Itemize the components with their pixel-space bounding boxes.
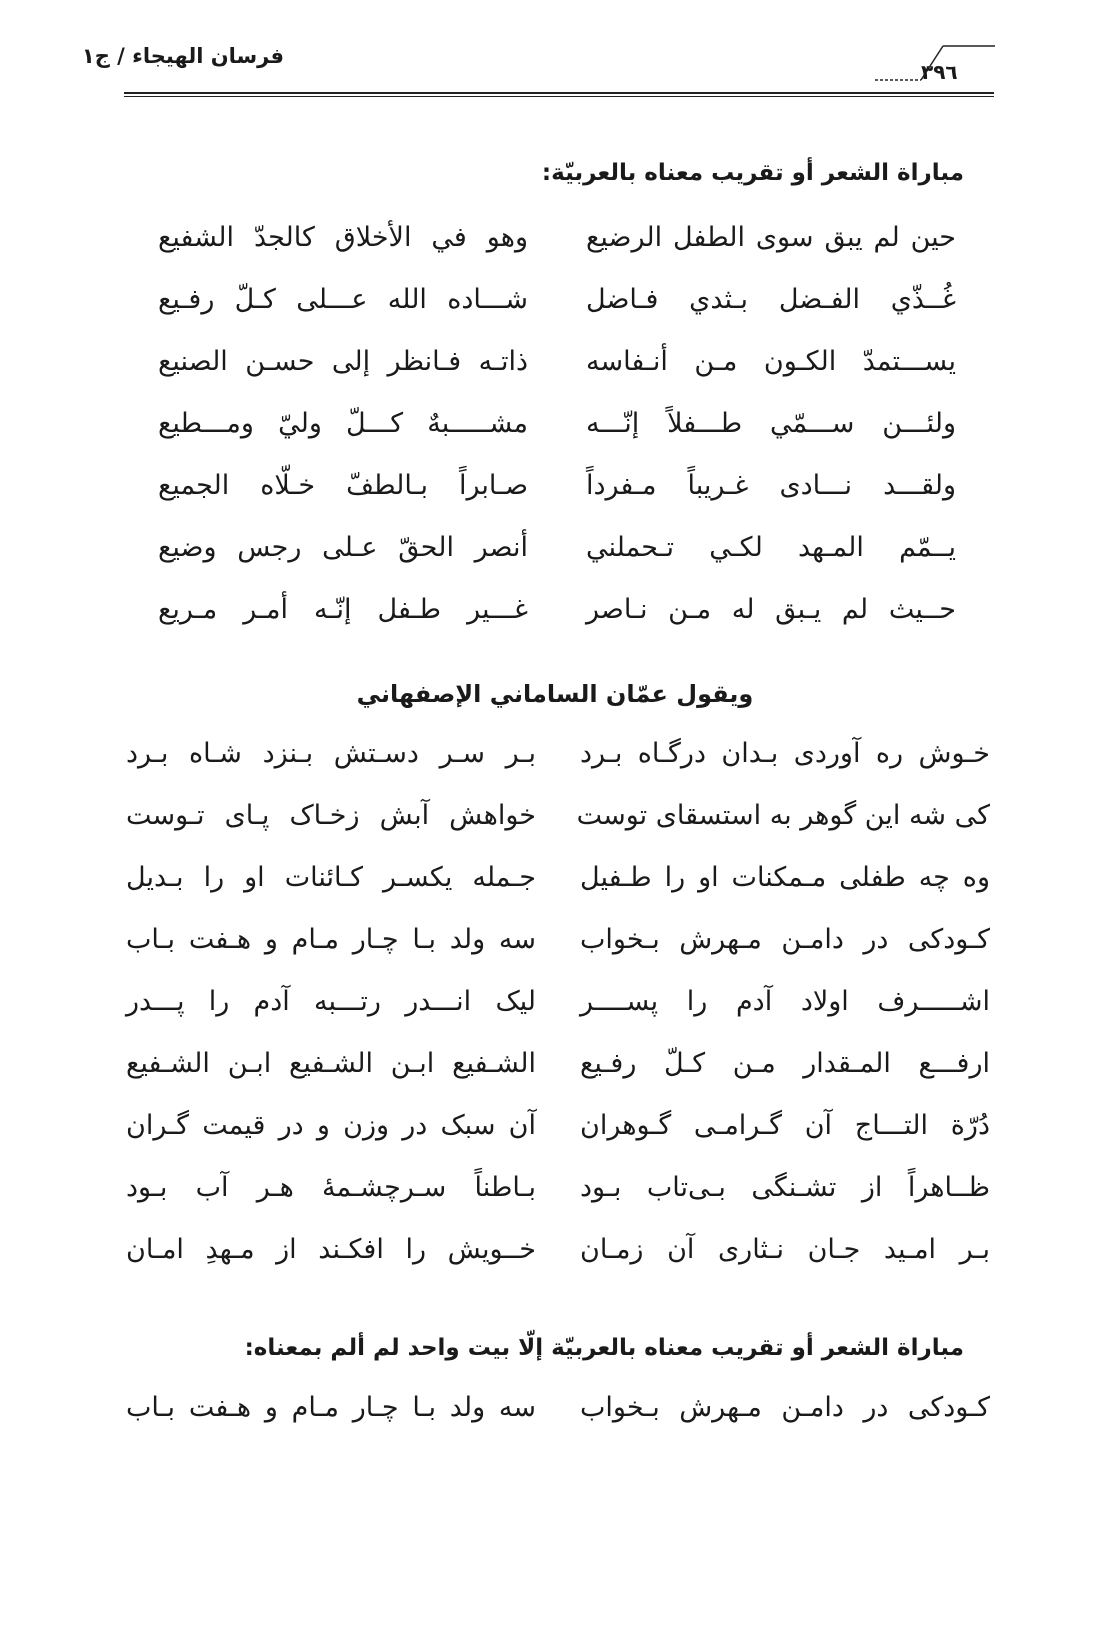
page-number: ٣٩٦ xyxy=(921,60,958,84)
verse-row xyxy=(0,924,1110,986)
verse-hemistich-second: وهو في الأخلاق كالجدّ الشفيع xyxy=(158,222,528,253)
verse-hemistich-second: لیک انـــدر رتـــبه آدم را پـــدر xyxy=(126,986,536,1017)
running-header-title: فرسان الهيجاء / ج١ xyxy=(81,44,284,68)
verse-row xyxy=(0,594,1110,656)
verse-row xyxy=(0,1048,1110,1110)
poem-arabic xyxy=(0,222,1110,656)
section-heading: ويقول عمّان الساماني الإصفهاني xyxy=(356,680,754,708)
verse-hemistich-first: حــيث لم يـبق له مـن نـاصر xyxy=(586,594,956,625)
verse-hemistich-second: خواهش آبش زخـاک پـای تـوست xyxy=(126,800,536,831)
verse-row xyxy=(0,284,1110,346)
verse-hemistich-first: بـر امـید جـان نـثاری آن زمـان xyxy=(580,1234,990,1265)
verse-row xyxy=(0,1172,1110,1234)
verse-row xyxy=(0,470,1110,532)
verse-row xyxy=(0,408,1110,470)
verse-row xyxy=(0,346,1110,408)
verse-hemistich-second: خــویش را افکـند از مـهدِ امـان xyxy=(126,1234,536,1265)
verse-hemistich-first: اشـــــرف اولاد آدم را پســــر xyxy=(580,986,990,1017)
poem-persian xyxy=(0,738,1110,1296)
verse-hemistich-first: ارفـــع المـقدار مـن کـلّ رفـیع xyxy=(580,1048,990,1079)
verse-row xyxy=(0,1110,1110,1172)
section-heading: مباراة الشعر أو تقريب معناه بالعربيّة: xyxy=(541,160,964,186)
verse-hemistich-first: کـودکی در دامـن مـهرش بـخواب xyxy=(580,924,990,955)
section-heading: مباراة الشعر أو تقريب معناه بالعربيّة إلّا بيت واحد لم ألم بمعناه: xyxy=(244,1335,964,1361)
header-rule-thin xyxy=(124,96,994,97)
verse-row xyxy=(0,1392,1110,1454)
verse-row xyxy=(0,800,1110,862)
verse-row xyxy=(0,222,1110,284)
verse-hemistich-second: آن سبک در وزن و در قیمت گـران xyxy=(126,1110,536,1141)
verse-hemistich-second: الشـفیع ابـن الشـفیع ابـن الشـفیع xyxy=(126,1048,536,1079)
verse-hemistich-second: بـاطناً سـرچشـمهٔ هـر آب بـود xyxy=(126,1172,536,1203)
verse-hemistich-first: ولقـــد نـــادى غـريباً مـفرداً xyxy=(586,470,956,501)
verse-hemistich-first: کـودکی در دامـن مـهرش بـخواب xyxy=(580,1392,990,1423)
verse-hemistich-first: ولئـــن ســـمّي طـــفلاً إنّـــه xyxy=(586,408,956,439)
verse-hemistich-second: سه ولد بـا چـار مـام و هـفت بـاب xyxy=(126,924,536,955)
verse-hemistich-second: صـابراً بـالطفّ خـلّاه الجميع xyxy=(158,470,528,501)
verse-row xyxy=(0,532,1110,594)
verse-hemistich-first: وه چه طفلی مـمکنات او را طـفیل xyxy=(580,862,990,893)
poem-persian-excerpt xyxy=(0,1392,1110,1454)
verse-hemistich-second: بـر سـر دسـتش بـنزد شـاه بـرد xyxy=(126,738,536,769)
verse-hemistich-first: ظــاهراً از تشـنگی بـی‌تاب بـود xyxy=(580,1172,990,1203)
verse-hemistich-second: مشـــــبهٌ كـــلّ وليّ ومـــطيع xyxy=(158,408,528,439)
verse-row xyxy=(0,862,1110,924)
verse-row xyxy=(0,738,1110,800)
verse-hemistich-second: جـمله یکسـر کـائنات او را بـدیل xyxy=(126,862,536,893)
verse-hemistich-second: سه ولد بـا چـار مـام و هـفت بـاب xyxy=(126,1392,536,1423)
verse-row xyxy=(0,1234,1110,1296)
verse-hemistich-first: خـوش ره آوردی بـدان درگـاه بـرد xyxy=(580,738,990,769)
verse-hemistich-second: شـــاده الله عـــلى كـلّ رفـيع xyxy=(158,284,528,315)
verse-hemistich-first: غُــذّي الفـضل بـثدي فـاضل xyxy=(586,284,956,315)
verse-hemistich-first: يــمّم المـهد لكـي تـحملني xyxy=(586,532,956,563)
verse-hemistich-first: دُرّة التـــاج آن گـرامـی گـوهران xyxy=(580,1110,990,1141)
verse-hemistich-first: حين لم يبق سوى الطفل الرضيع xyxy=(586,222,956,253)
verse-hemistich-second: ذاتـه فـانظر إلى حسـن الصنيع xyxy=(158,346,528,377)
verse-hemistich-first: يســـتمدّ الكـون مـن أنـفاسه xyxy=(586,346,956,377)
verse-row xyxy=(0,986,1110,1048)
verse-hemistich-second: أنصر الحقّ عـلى رجس وضيع xyxy=(158,532,528,563)
verse-hemistich-first: کی شه این گوهر به استسقای توست xyxy=(576,800,990,831)
verse-hemistich-second: غـــير طـفل إنّـه أمـر مـريع xyxy=(158,594,528,625)
header-rule xyxy=(124,92,994,94)
